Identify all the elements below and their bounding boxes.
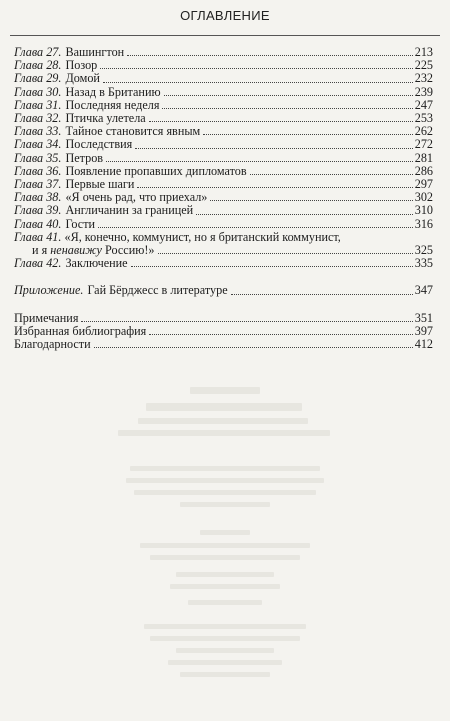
- dot-leader: [103, 82, 413, 83]
- chapter-title-line-1: «Я, конечно, коммунист, но я британский коммунист,: [64, 229, 341, 244]
- dot-leader: [100, 68, 412, 69]
- page-number: 286: [414, 163, 433, 178]
- page-number: 302: [414, 190, 433, 205]
- toc-entry-chapter-35: [14, 152, 433, 165]
- chapter-prefix: Глава 41.: [14, 229, 62, 244]
- dot-leader: [127, 55, 413, 56]
- chapter-title-line-2c: Россию!»: [101, 243, 155, 258]
- toc-entry-chapter-30: [14, 86, 433, 99]
- page-number: 272: [414, 137, 433, 152]
- page-number: 232: [414, 71, 433, 86]
- toc-entry-acknowledgements: [14, 338, 433, 351]
- page-number: 297: [414, 177, 433, 192]
- dot-leader: [135, 148, 413, 149]
- dot-leader: [81, 321, 412, 322]
- chapter-title: Появление пропавших дипломатов: [65, 163, 247, 178]
- chapter-prefix: Глава 34.: [14, 137, 62, 152]
- dot-leader: [162, 108, 412, 109]
- page-number: 253: [414, 111, 433, 126]
- chapter-prefix: Глава 28.: [14, 58, 62, 73]
- chapter-prefix: Глава 37.: [14, 177, 62, 192]
- dot-leader: [196, 214, 413, 215]
- dot-leader: [164, 95, 413, 96]
- chapter-title: Петров: [65, 150, 104, 165]
- chapter-title-line-2-italic: ненавижу: [50, 243, 102, 258]
- section-title: Избранная библиография: [14, 323, 147, 338]
- toc-entry-appendix: [14, 284, 433, 297]
- chapter-title: Первые шаги: [65, 177, 135, 192]
- chapter-prefix: Глава 42.: [14, 256, 62, 271]
- dot-leader: [203, 134, 412, 135]
- chapter-prefix: Глава 38.: [14, 190, 62, 205]
- toc-entry-chapter-42: [14, 257, 433, 270]
- section-spacer: [14, 298, 433, 312]
- page-number: 247: [414, 97, 433, 112]
- header-divider: [10, 35, 440, 36]
- dot-leader: [131, 266, 413, 267]
- chapter-title: Назад в Британию: [65, 84, 161, 99]
- page-number: 239: [414, 84, 433, 99]
- chapter-prefix: Глава 27.: [14, 45, 62, 59]
- chapter-title: Заключение: [65, 256, 128, 271]
- chapter-title: Вашингтон: [65, 45, 125, 59]
- dot-leader: [231, 294, 413, 295]
- dot-leader: [137, 187, 412, 188]
- chapter-prefix: Глава 31.: [14, 97, 62, 112]
- chapter-prefix: Глава 29.: [14, 71, 62, 86]
- chapter-title: «Я очень рад, что приехал»: [65, 190, 208, 205]
- chapter-title: Позор: [65, 58, 98, 73]
- chapter-title: Птичка улетела: [65, 111, 146, 126]
- appendix-prefix: Приложение.: [14, 283, 84, 298]
- chapter-prefix: Глава 36.: [14, 163, 62, 178]
- page-number: 412: [414, 337, 433, 352]
- chapter-prefix: Глава 40.: [14, 216, 62, 231]
- chapter-prefix: Глава 32.: [14, 111, 62, 126]
- dot-leader: [250, 174, 413, 175]
- dot-leader: [98, 227, 413, 228]
- chapter-title: Англичанин за границей: [65, 203, 194, 218]
- toc-entry-chapter-41: [14, 231, 433, 257]
- page-number: 335: [414, 256, 433, 271]
- chapter-prefix: Глава 35.: [14, 150, 62, 165]
- page-number: 213: [414, 45, 433, 59]
- chapter-title: Гости: [65, 216, 96, 231]
- page-number: 262: [414, 124, 433, 139]
- section-title: Примечания: [14, 310, 79, 325]
- section-spacer: [14, 270, 433, 284]
- page-number: 397: [414, 323, 433, 338]
- chapter-title: Последняя неделя: [65, 97, 160, 112]
- dot-leader: [149, 334, 412, 335]
- page-number: 281: [414, 150, 433, 165]
- page-number: 316: [414, 216, 433, 231]
- table-of-contents: [14, 46, 433, 351]
- dot-leader: [106, 161, 413, 162]
- appendix-title: Гай Бёрджесс в литературе: [87, 283, 228, 298]
- chapter-prefix: Глава 39.: [14, 203, 62, 218]
- toc-entry-chapter-39: [14, 204, 433, 217]
- dot-leader: [210, 200, 412, 201]
- chapter-prefix: Глава 30.: [14, 84, 62, 99]
- page-number: 351: [414, 310, 433, 325]
- toc-entry-chapter-29: [14, 72, 433, 85]
- chapter-title: Домой: [65, 71, 100, 86]
- page-number: 225: [414, 58, 433, 73]
- toc-entry-chapter-34: [14, 138, 433, 151]
- section-title: Благодарности: [14, 337, 91, 352]
- chapter-title-line-2a: и я: [32, 243, 51, 258]
- page-number: 310: [414, 203, 433, 218]
- dot-leader: [149, 121, 413, 122]
- page-number: 347: [414, 283, 433, 298]
- page-header-title: ОГЛАВЛЕНИЕ: [180, 8, 270, 23]
- dot-leader: [158, 253, 413, 254]
- toc-entry-notes: [14, 312, 433, 325]
- chapter-title: Последствия: [65, 137, 133, 152]
- page-number: 325: [414, 243, 433, 258]
- chapter-title: Тайное становится явным: [65, 124, 201, 139]
- chapter-prefix: Глава 33.: [14, 124, 62, 139]
- dot-leader: [94, 347, 413, 348]
